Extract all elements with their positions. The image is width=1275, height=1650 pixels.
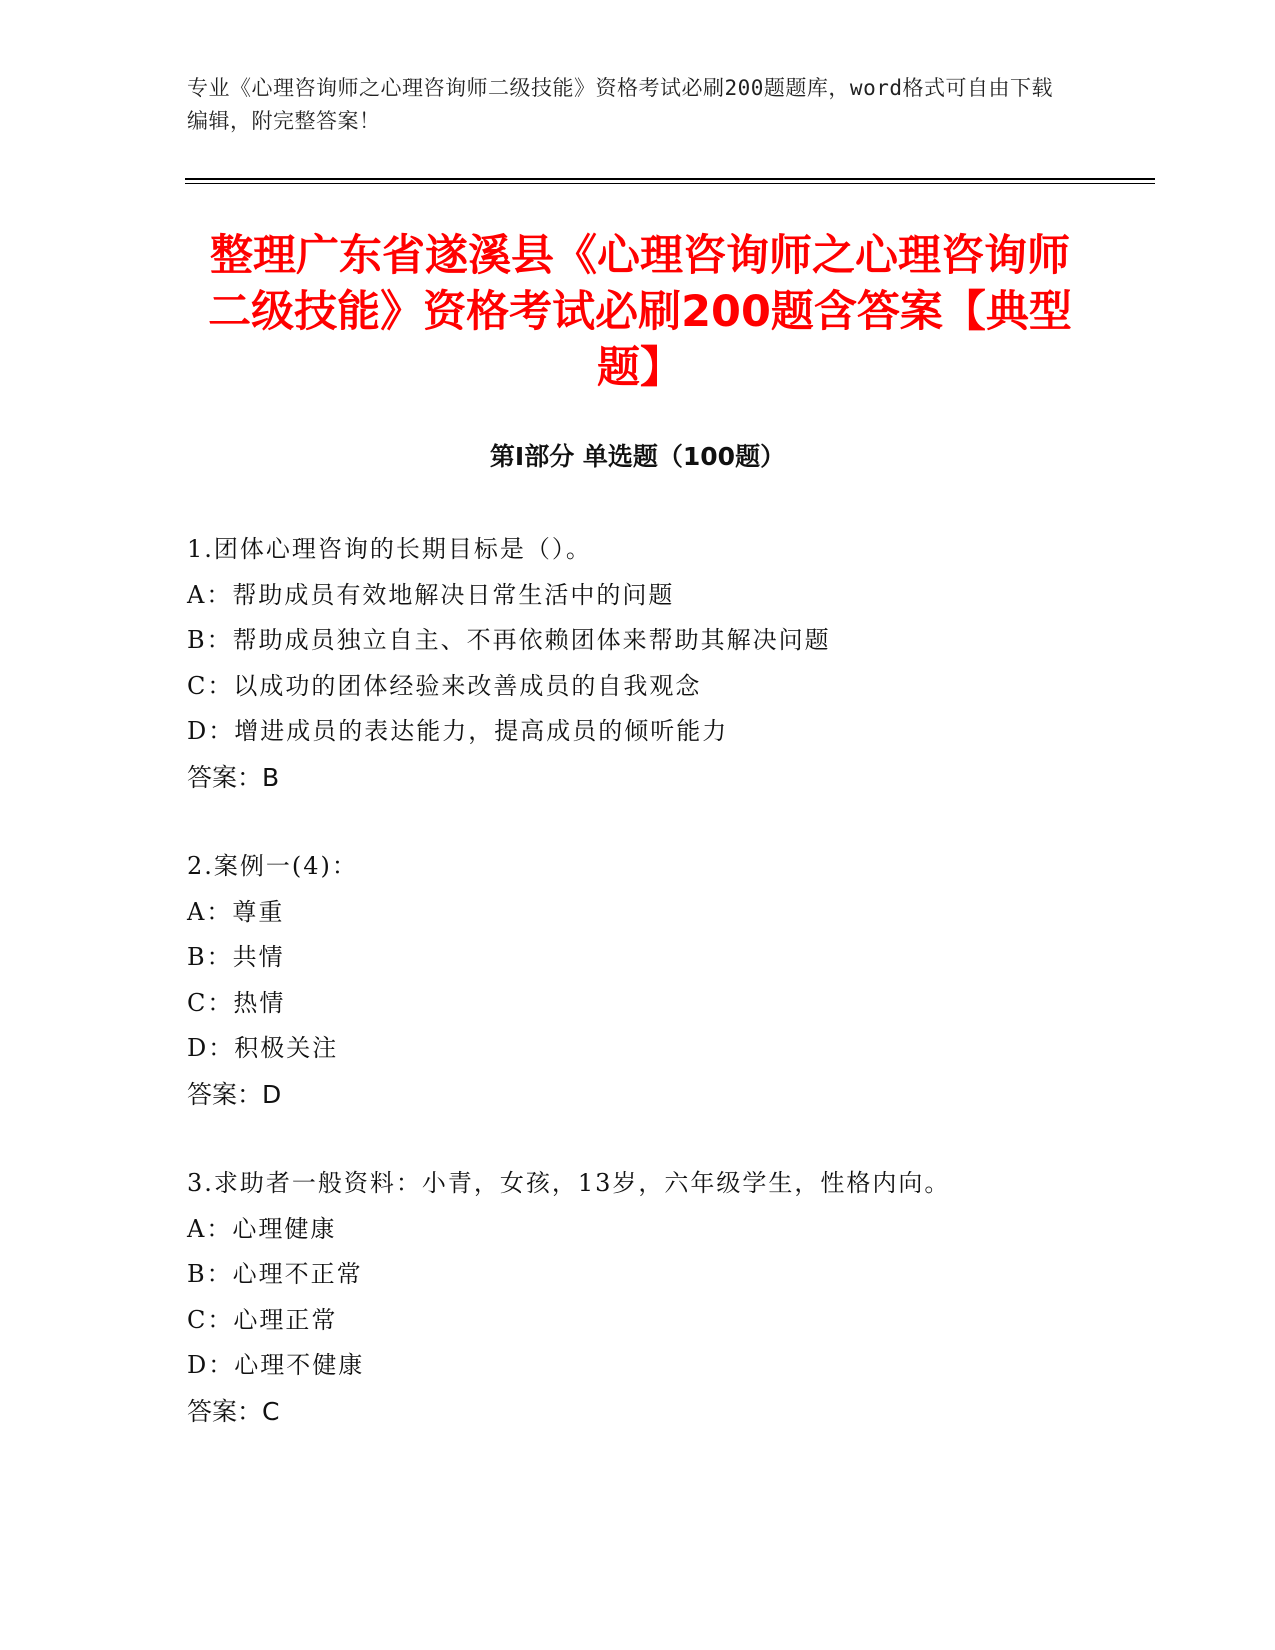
question-list [187, 527, 1137, 1478]
option-c: C：以成功的团体经验来改善成员的自我观念 [187, 671, 702, 700]
option-c: C：热情 [187, 988, 286, 1017]
option-d: D：增进成员的表达能力，提高成员的倾听能力 [187, 717, 729, 745]
question-3 [187, 1161, 1137, 1434]
answer: 答案：D [187, 1079, 282, 1109]
header-divider-thin [185, 183, 1155, 184]
header-note: 专业《心理咨询师之心理咨询师二级技能》资格考试必刷200题题库，word格式可自由下载编辑，附完整答案！ [187, 76, 1053, 133]
section-heading: 第I部分 单选题（100题） [489, 442, 786, 471]
question-stem: 2.案例一(4)： [187, 852, 358, 880]
question-stem: 1.团体心理咨询的长期目标是（）。 [187, 535, 592, 563]
document-title: 整理广东省遂溪县《心理咨询师之心理咨询师二级技能》资格考试必刷200题含答案【典型题】 [208, 231, 1072, 393]
option-a: A：帮助成员有效地解决日常生活中的问题 [187, 580, 675, 609]
question-1 [187, 527, 1137, 800]
option-a: A：心理健康 [187, 1214, 337, 1243]
option-b: B：共情 [187, 943, 285, 971]
answer: 答案：C [187, 1396, 280, 1426]
option-b: B：心理不正常 [187, 1260, 363, 1288]
header-divider-thick [185, 178, 1155, 180]
option-a: A：尊重 [187, 897, 285, 926]
option-c: C：心理正常 [187, 1305, 338, 1334]
answer: 答案：B [187, 762, 280, 792]
option-b: B：帮助成员独立自主、不再依赖团体来帮助其解决问题 [187, 626, 831, 654]
question-stem: 3.求助者一般资料：小青，女孩，13岁，六年级学生，性格内向。 [187, 1169, 951, 1197]
option-d: D：积极关注 [187, 1034, 339, 1062]
question-2 [187, 844, 1137, 1117]
option-d: D：心理不健康 [187, 1351, 365, 1379]
